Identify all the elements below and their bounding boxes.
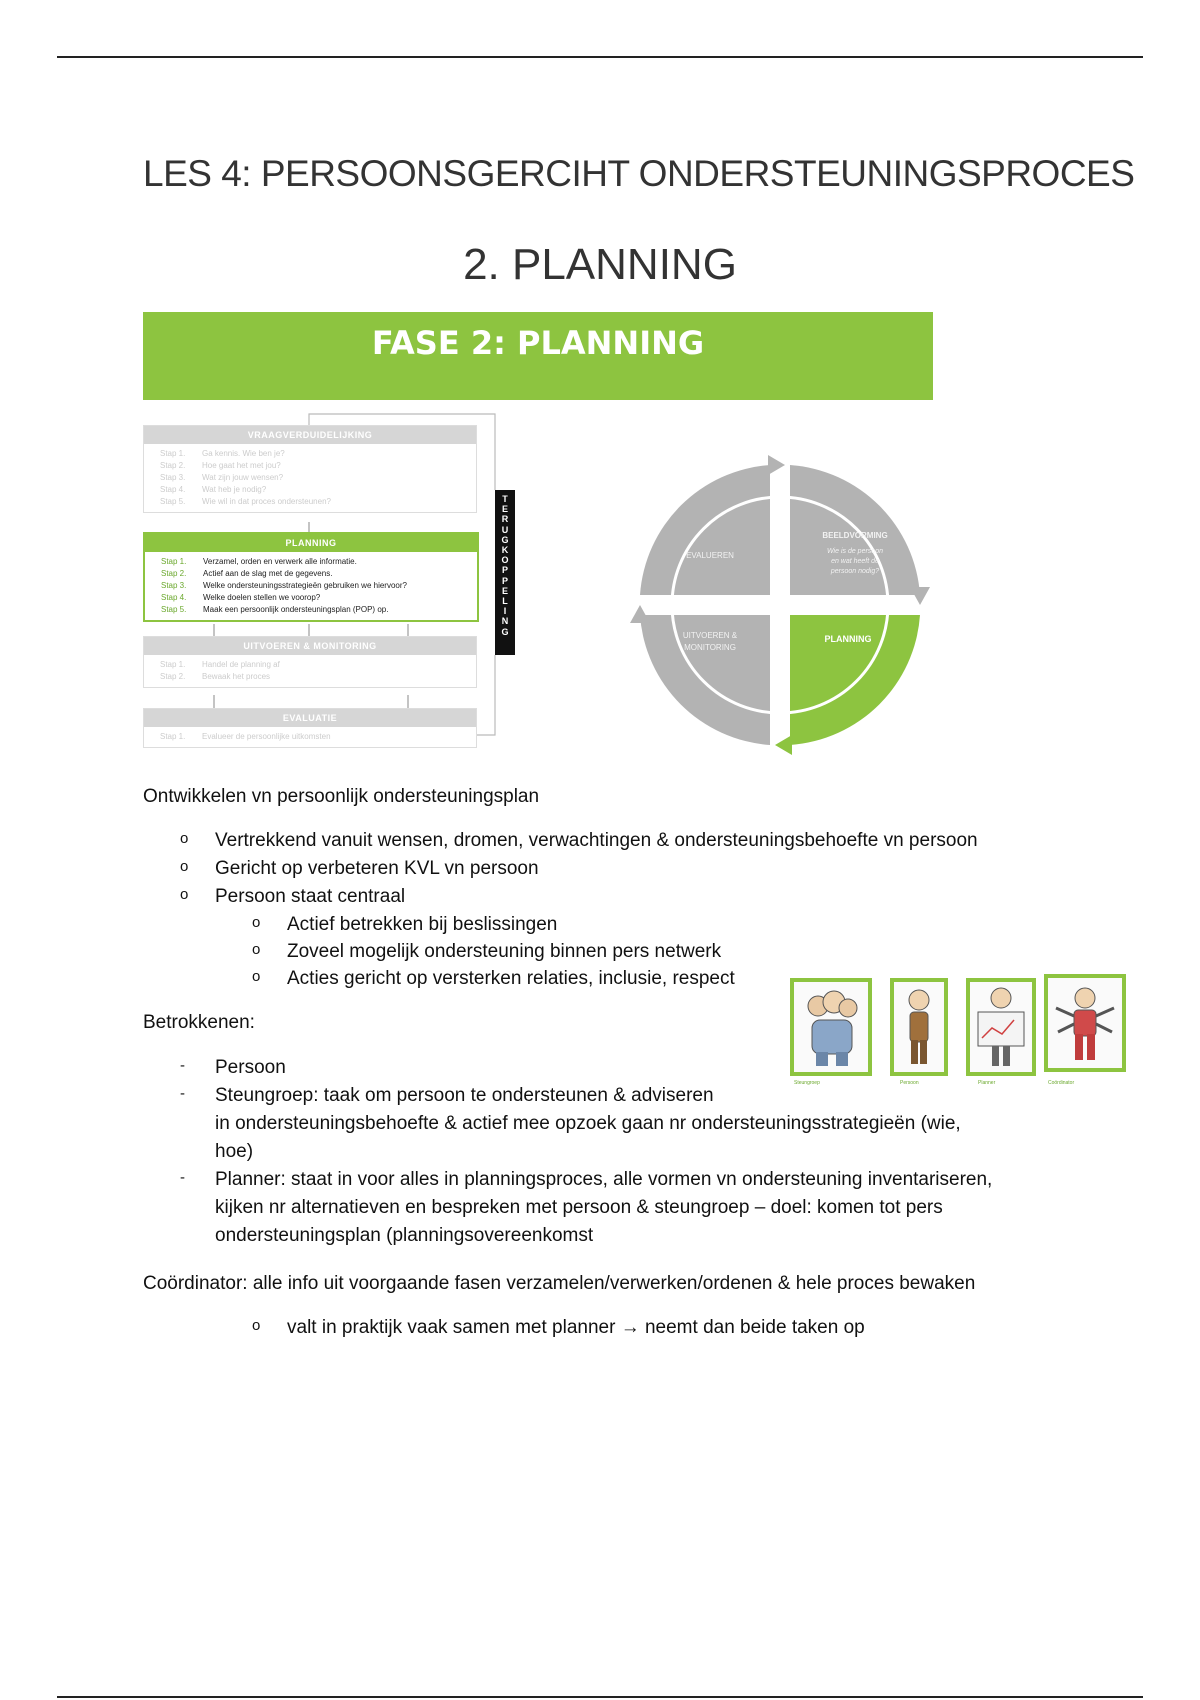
flow-box-header: EVALUATIE bbox=[144, 709, 476, 727]
cycle-label-uitvoeren: MONITORING bbox=[684, 643, 736, 652]
cycle-arrow-icon bbox=[775, 735, 792, 755]
feedback-letter: L bbox=[502, 596, 508, 607]
top-rule bbox=[57, 56, 1143, 58]
cycle-quadrant-beeldvorming bbox=[790, 465, 920, 595]
circle-bullet-icon: o bbox=[252, 1317, 261, 1334]
circle-bullet-icon: o bbox=[252, 968, 261, 985]
cycle-label-planning: PLANNING bbox=[824, 634, 872, 644]
card-caption: Steungroep bbox=[794, 1080, 820, 1086]
phase-banner-text: FASE 2: PLANNING bbox=[371, 324, 705, 362]
dash-bullet: - bbox=[180, 1057, 185, 1074]
cycle-arrow-icon bbox=[630, 605, 650, 623]
feedback-letter: K bbox=[501, 545, 509, 556]
phase-banner bbox=[143, 312, 933, 400]
persoon-card bbox=[890, 978, 948, 1076]
dash-bullet: - bbox=[180, 1169, 185, 1186]
circle-bullet-icon: o bbox=[252, 941, 261, 958]
circle-bullet-icon: o bbox=[180, 830, 189, 847]
coordinator-card bbox=[1044, 974, 1126, 1072]
cycle-arrow-icon bbox=[910, 587, 930, 605]
feedback-letter: P bbox=[501, 575, 508, 586]
feedback-letter: E bbox=[501, 585, 508, 596]
steungroep-card bbox=[790, 978, 872, 1076]
betrokkenen-label: Betrokkenen: bbox=[143, 1012, 255, 1033]
cycle-sub-line: Wie is de persoon bbox=[827, 548, 883, 555]
flow-box-header: UITVOEREN & MONITORING bbox=[144, 637, 476, 655]
cycle-sub-line: persoon nodig? bbox=[830, 568, 880, 575]
feedback-letter: E bbox=[501, 504, 508, 515]
feedback-letter: T bbox=[502, 494, 508, 504]
cycle-sub-line: en wat heeft de bbox=[831, 558, 879, 565]
card-caption: Coördinator bbox=[1048, 1080, 1075, 1086]
planner-figure-icon bbox=[970, 982, 1032, 1072]
process-flow-diagram bbox=[143, 410, 523, 760]
cycle-label-evalueren: EVALUEREN bbox=[686, 551, 734, 560]
flow-box-vraagverduidelijking: VRAAGVERDUIDELIJKING Stap 1. Ga kennis. Wie ben je? Stap 2. Hoe gaat het met jou? Stap 3. Wat zijn jouw wensen? Stap 4. Wat heb je nodig? Stap 5. Wie wil in dat proces ondersteunen? bbox=[143, 425, 477, 513]
cycle-label-beeldvorming: BEELDVORMING bbox=[822, 531, 888, 540]
person-figure-icon bbox=[894, 982, 944, 1072]
feedback-letter: N bbox=[501, 616, 509, 627]
feedback-letter: G bbox=[501, 626, 509, 637]
flow-box-header: VRAAGVERDUIDELIJKING bbox=[144, 426, 476, 444]
planner-card bbox=[966, 978, 1036, 1076]
feedback-letter: O bbox=[501, 555, 509, 566]
feedback-letter: P bbox=[501, 565, 508, 576]
intro-text: Ontwikkelen vn persoonlijk ondersteuningsplan bbox=[143, 786, 540, 807]
feedback-letter: R bbox=[501, 514, 509, 525]
cycle-arrow-icon bbox=[768, 455, 785, 475]
card-caption: Persoon bbox=[900, 1080, 919, 1086]
coordinator-figure-icon bbox=[1048, 978, 1122, 1068]
flow-box-evaluatie: EVALUATIE Stap 1. Evalueer de persoonlijke uitkomsten bbox=[143, 708, 477, 748]
circle-bullet-icon: o bbox=[180, 858, 189, 875]
coordinator-text: Coördinator: alle info uit voorgaande fasen verzamelen/verwerken/ordenen & hele proces bewaken bbox=[143, 1273, 976, 1294]
flow-box-uitvoeren: UITVOEREN & MONITORING Stap 1. Handel de planning af Stap 2. Bewaak het proces bbox=[143, 636, 477, 688]
section-title: 2. PLANNING bbox=[463, 240, 737, 289]
feedback-letter: I bbox=[503, 606, 507, 617]
group-figures-icon bbox=[794, 982, 868, 1072]
circle-bullet-icon: o bbox=[180, 886, 189, 903]
circle-bullet-icon: o bbox=[252, 914, 261, 931]
dash-bullet: - bbox=[180, 1085, 185, 1102]
flow-box-planning: PLANNING Stap 1. Verzamel, orden en verwerk alle informatie. Stap 2. Actief aan de slag met de gegevens. Stap 3. Welke ondersteuningsstrategieën gebruiken we hiervoor? Stap 4. Welke doelen stellen we voorop? Stap 5. Maak een persoonlijk ondersteuningsplan (POP) op. bbox=[143, 532, 479, 622]
bottom-rule bbox=[57, 1696, 1143, 1698]
feedback-label bbox=[495, 490, 515, 655]
lesson-title: LES 4: PERSOONSGERCIHT ONDERSTEUNINGSPROCES bbox=[143, 153, 1135, 194]
feedback-letter: G bbox=[501, 534, 509, 545]
cycle-quadrant-evalueren bbox=[640, 465, 770, 595]
role-illustrations bbox=[788, 974, 1128, 1090]
cycle-label-uitvoeren: UITVOEREN & bbox=[682, 631, 738, 640]
flow-box-header: PLANNING bbox=[145, 534, 477, 552]
card-caption: Planner bbox=[978, 1080, 996, 1086]
phase-cycle-diagram bbox=[630, 455, 930, 755]
feedback-letter: U bbox=[501, 524, 509, 535]
